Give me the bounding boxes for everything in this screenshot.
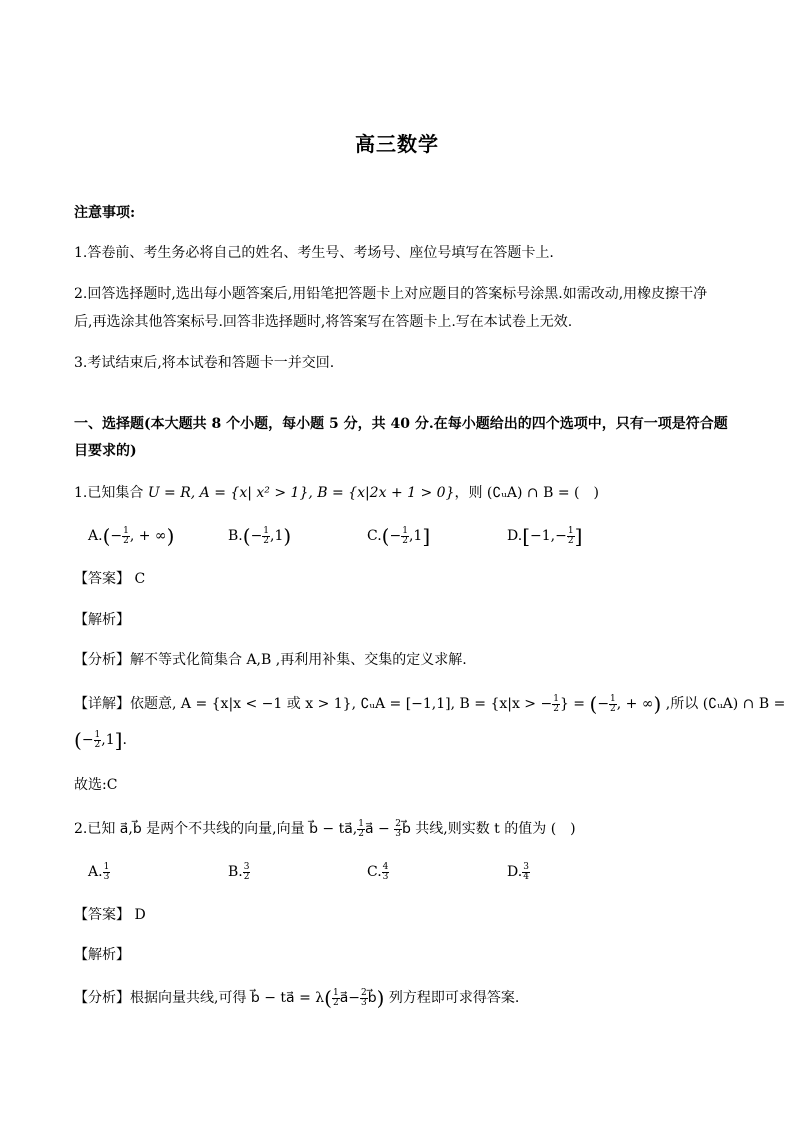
q1-answer: 【答案】 C [74, 571, 146, 587]
notice-item-2-cont: 后,再选涂其他答案标号.回答非选择题时,将答案写在答题卡上.写在本试卷上无效. [74, 314, 573, 330]
q2-stem: 2.已知 a⃗,b⃗ 是两个不共线的向量,向量 b⃗ − ta⃗, $\frac{1}{2}$ a⃗ − $\frac{2}{3}$ b⃗ 共线,则实数 t 的值为 ( ) [74, 818, 576, 839]
notice-heading: 注意事项: [74, 205, 136, 221]
q1-xiangjie-result: (− $\frac{1}{2}$ ,1]. [74, 728, 127, 752]
notice-item-3: 3.考试结束后,将本试卷和答题卡一并交回. [74, 355, 335, 371]
q2-option-a: A. $\frac{1}{3}$ [88, 861, 110, 882]
q2-option-a-label: A. [88, 864, 103, 880]
q1-option-a-label: A. [88, 528, 103, 544]
q1-option-d: D.[−1,− $\frac{1}{2}$ ] [507, 524, 583, 548]
q2-fenxi-label: 【分析】 [74, 990, 130, 1006]
q1-option-c-label: C. [367, 528, 382, 544]
q1-fenxi [74, 650, 724, 670]
q1-option-c: C.(− $\frac{1}{2}$ ,1] [367, 524, 431, 548]
page-title: 高三数学 [355, 132, 439, 156]
q1-xiangjie-c: ,所以 (∁ᵤA) ∩ B = [661, 696, 786, 712]
q2-stem-c: b⃗ 共线,则实数 t 的值为 ( ) [401, 821, 576, 837]
q1-xiangjie-label: 【详解】 [74, 696, 130, 712]
q2-fenxi-b: 列方程即可求得答案. [388, 990, 520, 1006]
q2-option-c-label: C. [367, 864, 382, 880]
q1-fenxi-label: 【分析】 [74, 652, 130, 668]
q1-option-b: B.(− $\frac{1}{2}$ ,1) [228, 524, 292, 548]
q2-option-d-label: D. [507, 864, 523, 880]
q1-xiangjie-a: 依题意, A = {x|x < −1 或 x > 1}, ∁ᵤA = [−1,1], B = {x|x > − [130, 696, 553, 712]
q1-jiexi: 【解析】 [74, 612, 130, 628]
q1-stem-math: U = R, A = {x| x² > 1}, B = {x|2x + 1 > 0} [147, 485, 455, 501]
q1-guxuan: 故选:C [74, 777, 118, 793]
q1-xiangjie: 【详解】依题意, A = {x|x < −1 或 x > 1}, ∁ᵤA = [−1,1], B = {x|x > − $\frac{1}{2}$ } = (− $\frac{1}{2}$ , + ∞) ,所以 (∁ᵤA) ∩ B = [74, 692, 786, 716]
section-heading-line2: 目要求的) [74, 443, 137, 459]
q1-option-d-label: D. [507, 528, 523, 544]
q2-jiexi: 【解析】 [74, 947, 130, 963]
q2-option-d: D. $\frac{3}{4}$ [507, 861, 529, 882]
notice-item-2: 2.回答选择题时,选出每小题答案后,用铅笔把答题卡上对应题目的答案标号涂黑.如需改动,用橡皮擦干净 [74, 286, 708, 302]
notice-item-1: 1.答卷前、考生务必将自己的姓名、考生号、考场号、座位号填写在答题卡上. [74, 245, 554, 261]
q2-stem-b: a⃗ − [364, 821, 395, 837]
q2-stem-a: 2.已知 a⃗,b⃗ 是两个不共线的向量,向量 b⃗ − ta⃗, [74, 821, 358, 837]
section-heading-line1: 一、选择题(本大题共 8 个小题，每小题 5 分，共 40 分.在每小题给出的四个选项中，只有一项是符合题 [74, 416, 728, 432]
q1-xiangjie-b: } = [559, 696, 590, 712]
q2-option-c: C. $\frac{4}{3}$ [367, 861, 389, 882]
q2-option-b: B. $\frac{3}{2}$ [228, 861, 250, 882]
q2-fenxi-a: 根据向量共线,可得 b⃗ − ta⃗ = λ [130, 990, 325, 1006]
q1-fenxi-text: 解不等式化简集合 A,B ,再利用补集、交集的定义求解. [130, 652, 467, 668]
q2-answer: 【答案】 D [74, 907, 146, 923]
q2-fenxi: 【分析】根据向量共线,可得 b⃗ − ta⃗ = λ( $\frac{1}{2}$ a⃗− $\frac{2}{3}$ b⃗) 列方程即可求得答案. [74, 986, 520, 1010]
q1-stem-suffix: ，则 (∁ᵤA) ∩ B = ( ) [454, 485, 599, 501]
q2-option-b-label: B. [228, 864, 243, 880]
q1-stem-prefix: 1.已知集合 [74, 485, 148, 501]
q1-option-a: A.(− $\frac{1}{2}$ , + ∞) [88, 524, 175, 548]
q1-stem [74, 483, 724, 503]
q1-option-b-label: B. [228, 528, 243, 544]
